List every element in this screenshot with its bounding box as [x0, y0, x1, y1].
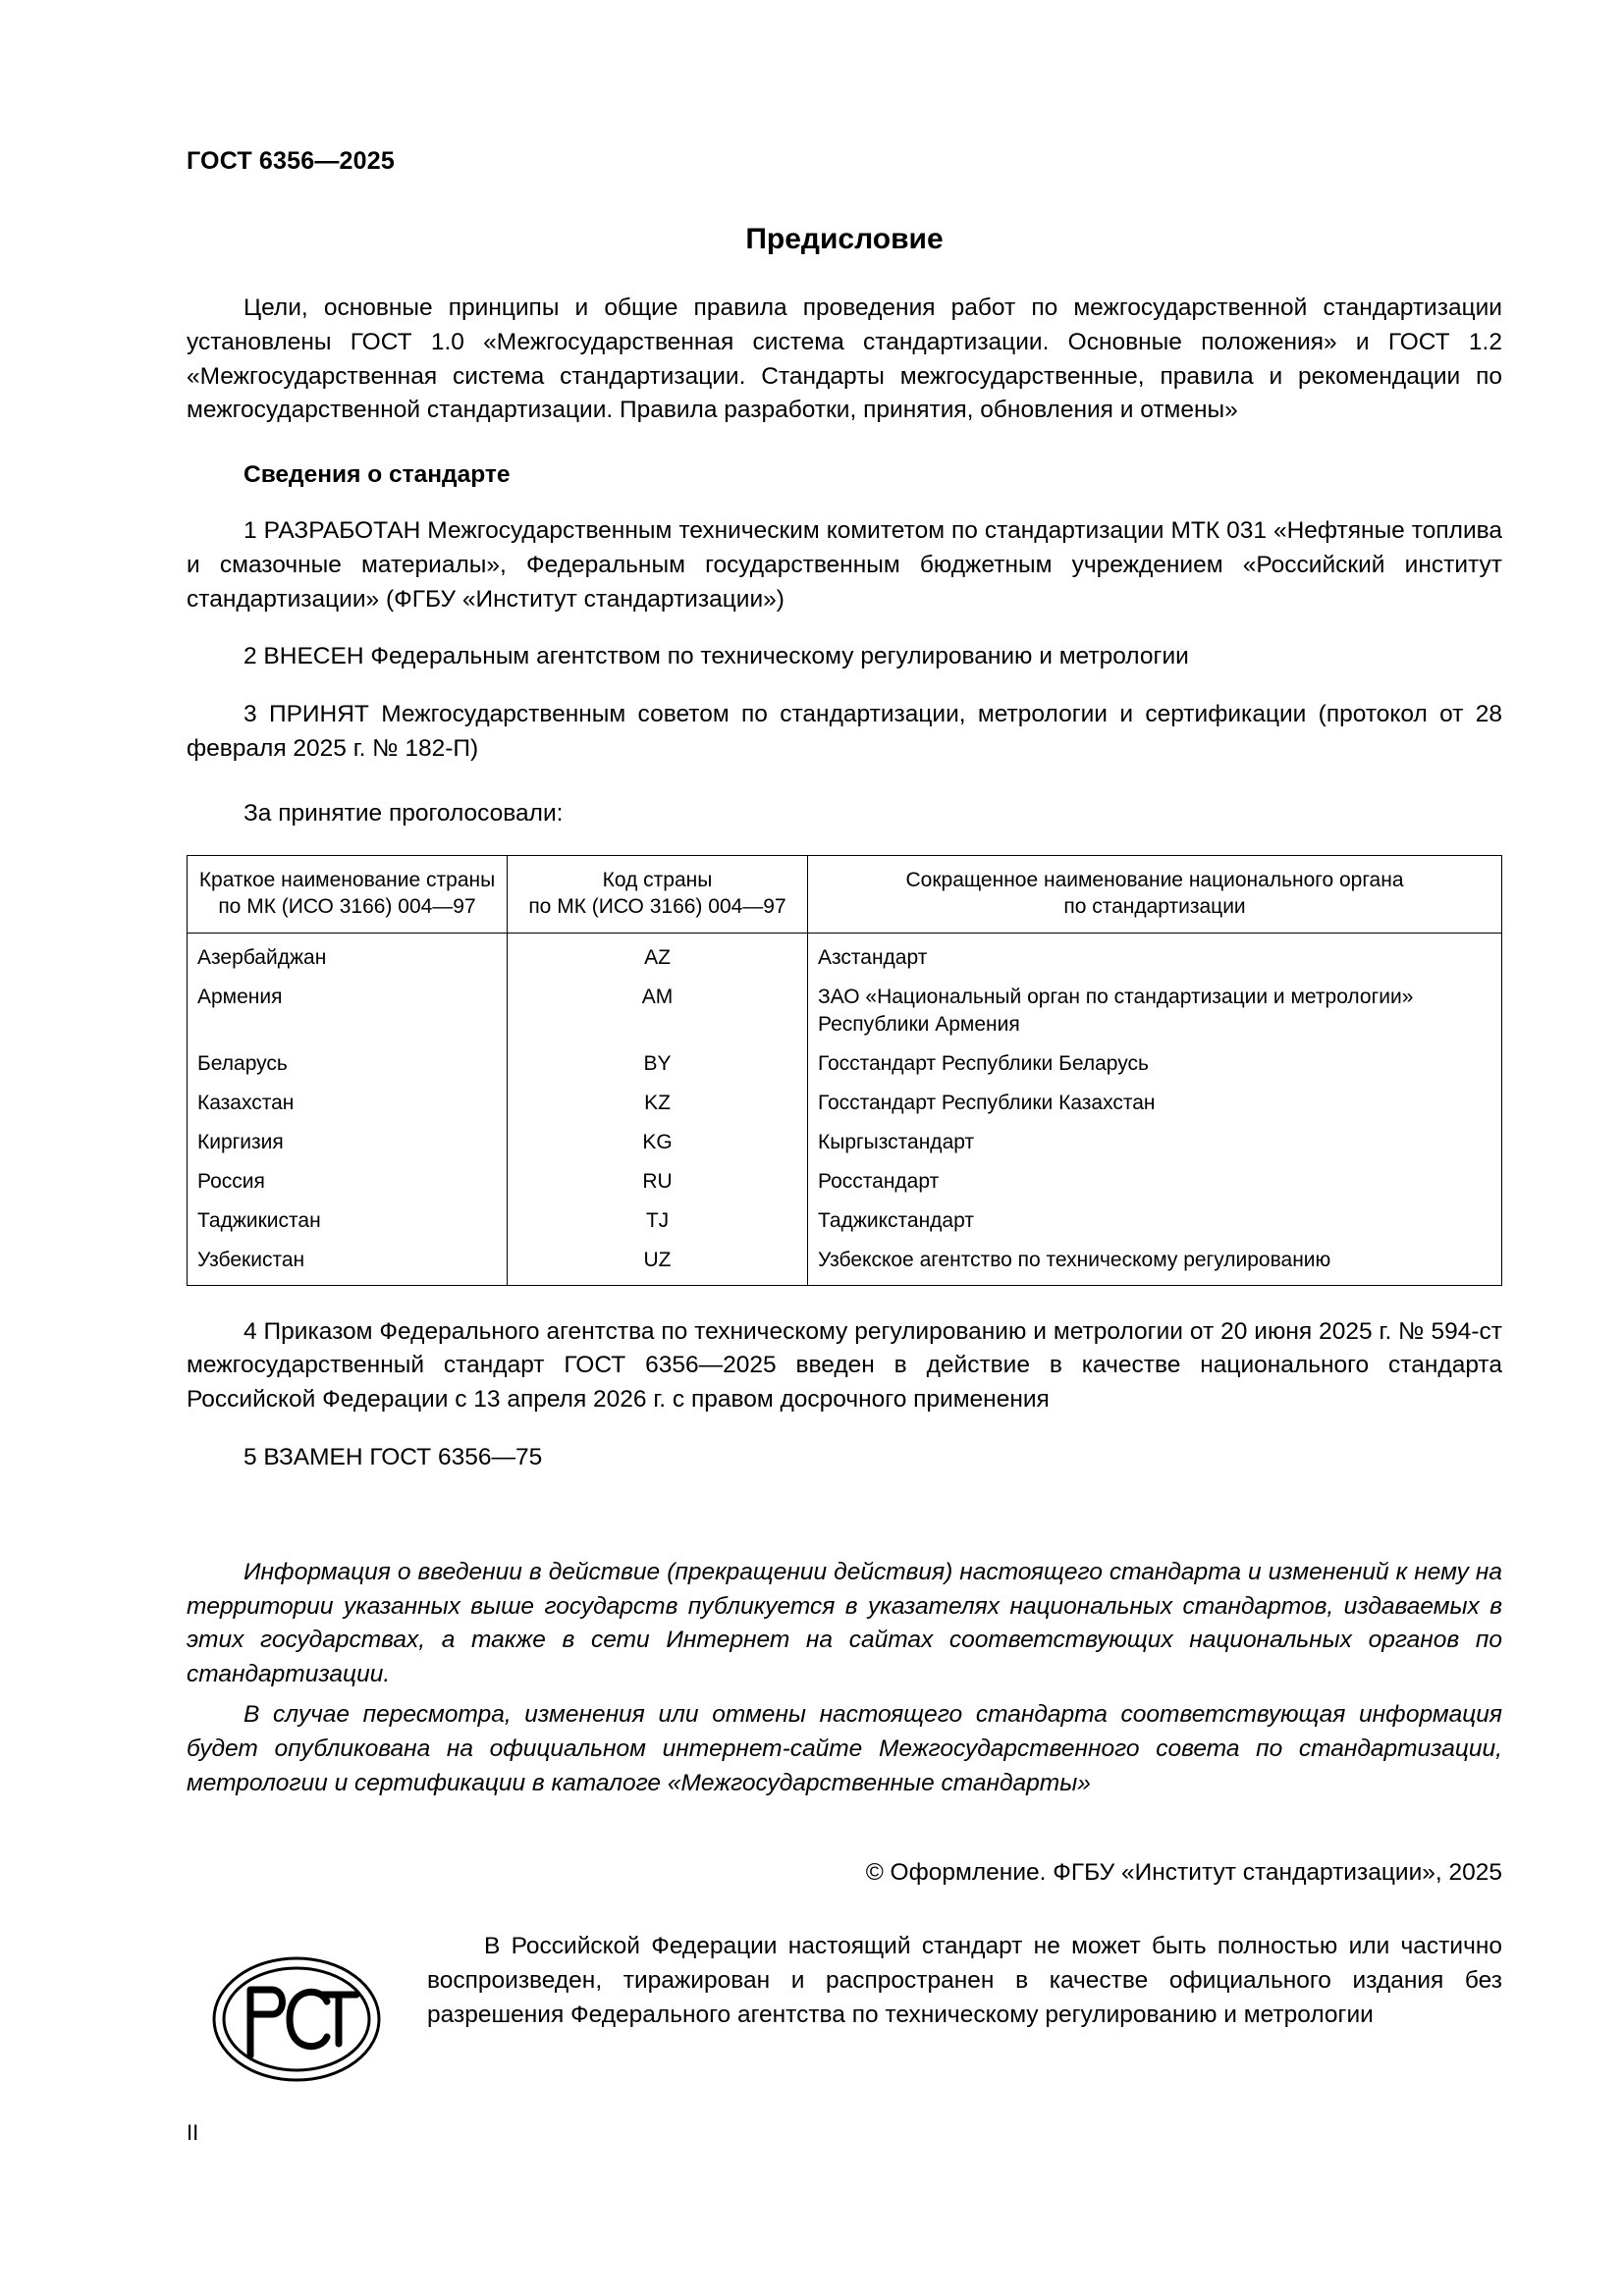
- table-row: [188, 1044, 1502, 1084]
- cell-body: Узбекское агентство по техническому регулированию: [808, 1241, 1502, 1285]
- cell-country: Азербайджан: [188, 934, 508, 978]
- column-header-code-line2: по МК (ИСО 3166) 004—97: [528, 895, 786, 919]
- column-header-body-line1: Сокращенное наименование национального органа: [905, 868, 1404, 891]
- cell-code: RU: [508, 1162, 808, 1201]
- cell-country: Таджикистан: [188, 1201, 508, 1241]
- cell-country: Казахстан: [188, 1084, 508, 1123]
- cell-code: UZ: [508, 1241, 808, 1285]
- standard-info-item-4: 4 Приказом Федерального агентства по техническому регулированию и метрологии от 20 июня 2025 г. № 594-ст межгосударственный стандарт ГОСТ 6356—2025 введен в действие в качестве национального стандарта Российской Федерации с 13 апреля 2026 г. с правом досрочного применения: [187, 1317, 1502, 1414]
- standard-info-heading: Сведения о стандарте: [244, 461, 511, 489]
- standard-info-item-2: 2 ВНЕСЕН Федеральным агентством по техническому регулированию и метрологии: [244, 643, 1189, 670]
- rosstandart-emblem-icon: [211, 1946, 383, 2093]
- table-row: [188, 1123, 1502, 1162]
- column-header-country: [188, 855, 508, 934]
- cell-code: KZ: [508, 1084, 808, 1123]
- cell-body: Азстандарт: [808, 934, 1502, 978]
- copyright-line: © Оформление. ФГБУ «Институт стандартизации», 2025: [865, 1859, 1502, 1887]
- cell-code: KG: [508, 1123, 808, 1162]
- spacer: [187, 1499, 1502, 1556]
- cell-country: Армения: [188, 978, 508, 1044]
- table-body: [188, 934, 1502, 1285]
- table-row: [188, 1162, 1502, 1201]
- cell-body: ЗАО «Национальный орган по стандартизации и метрологии» Республики Армения: [808, 978, 1502, 1044]
- table-header: [188, 855, 1502, 934]
- intro-paragraph: Цели, основные принципы и общие правила проведения работ по межгосударственной стандартизации установлены ГОСТ 1.0 «Межгосударственная система стандартизации. Основные положения» и ГОСТ 1.2 «Межгосударственная система стандартизации. Стандарты межгосударственные, правила и рекомендации по межгосударственной стандартизации. Правила разработки, принятия, обновления и отмены»: [187, 294, 1502, 424]
- cell-country: Киргизия: [188, 1123, 508, 1162]
- bottom-notice: В Российской Федерации настоящий стандарт не может быть полностью или частично воспроизведен, тиражирован и распространен в качестве официального издания без разрешения Федерального агентства по техническому регулированию и метрологии: [427, 1933, 1502, 2028]
- column-header-body-line2: по стандартизации: [1063, 895, 1246, 919]
- cell-body: Таджикстандарт: [808, 1201, 1502, 1241]
- cell-code: BY: [508, 1044, 808, 1084]
- vote-line: За принятие проголосовали:: [244, 799, 564, 827]
- standard-info-item-5: 5 ВЗАМЕН ГОСТ 6356—75: [244, 1444, 543, 1471]
- document-code: ГОСТ 6356—2025: [187, 147, 395, 175]
- cell-country: Узбекистан: [188, 1241, 508, 1285]
- column-header-code: [508, 855, 808, 934]
- cell-body: Госстандарт Республики Беларусь: [808, 1044, 1502, 1084]
- bottom-block: [187, 1930, 1502, 2116]
- cell-country: Беларусь: [188, 1044, 508, 1084]
- table-row: [188, 934, 1502, 978]
- column-header-body: [808, 855, 1502, 934]
- page-number: II: [187, 2120, 199, 2145]
- table-row: [188, 1084, 1502, 1123]
- cell-body: Росстандарт: [808, 1162, 1502, 1201]
- table-row: [188, 1201, 1502, 1241]
- cell-body: Кыргызстандарт: [808, 1123, 1502, 1162]
- column-header-code-line1: Код страны: [602, 868, 713, 891]
- page-content: [187, 147, 1502, 2116]
- notice-paragraph-1: Информация о введении в действие (прекращении действия) настоящего стандарта и изменений к нему на территории указанных выше государств публикуется в указателях национальных стандартов, издаваемых в этих государствах, а также в сети Интернет на сайтах соответствующих национальных органов по стандартизации.: [187, 1558, 1502, 1688]
- table-row: [188, 978, 1502, 1044]
- page-title: Предисловие: [745, 223, 944, 255]
- standard-info-item-3: 3 ПРИНЯТ Межгосударственным советом по стандартизации, метрологии и сертификации (протокол от 28 февраля 2025 г. № 182-П): [187, 701, 1502, 763]
- cell-code: AM: [508, 978, 808, 1044]
- cell-code: AZ: [508, 934, 808, 978]
- table-row: [188, 1241, 1502, 1285]
- cell-code: TJ: [508, 1201, 808, 1241]
- cell-body: Госстандарт Республики Казахстан: [808, 1084, 1502, 1123]
- column-header-country-line1: Краткое наименование страны: [198, 868, 496, 891]
- notice-paragraph-2: В случае пересмотра, изменения или отмены настоящего стандарта соответствующая информация будет опубликована на официальном интернет-сайте Межгосударственного совета по стандартизации, метрологии и сертификации в каталоге «Межгосударственные стандарты»: [187, 1700, 1502, 1796]
- column-header-country-line2: по МК (ИСО 3166) 004—97: [218, 895, 476, 919]
- table-header-row: [188, 855, 1502, 934]
- cell-country: Россия: [188, 1162, 508, 1201]
- standard-info-item-1: 1 РАЗРАБОТАН Межгосударственным техническим комитетом по стандартизации МТК 031 «Нефтяные топлива и смазочные материалы», Федеральным государственным бюджетным учреждением «Российский институт стандартизации» (ФГБУ «Институт стандартизации»): [187, 517, 1502, 613]
- countries-table: [187, 855, 1502, 1286]
